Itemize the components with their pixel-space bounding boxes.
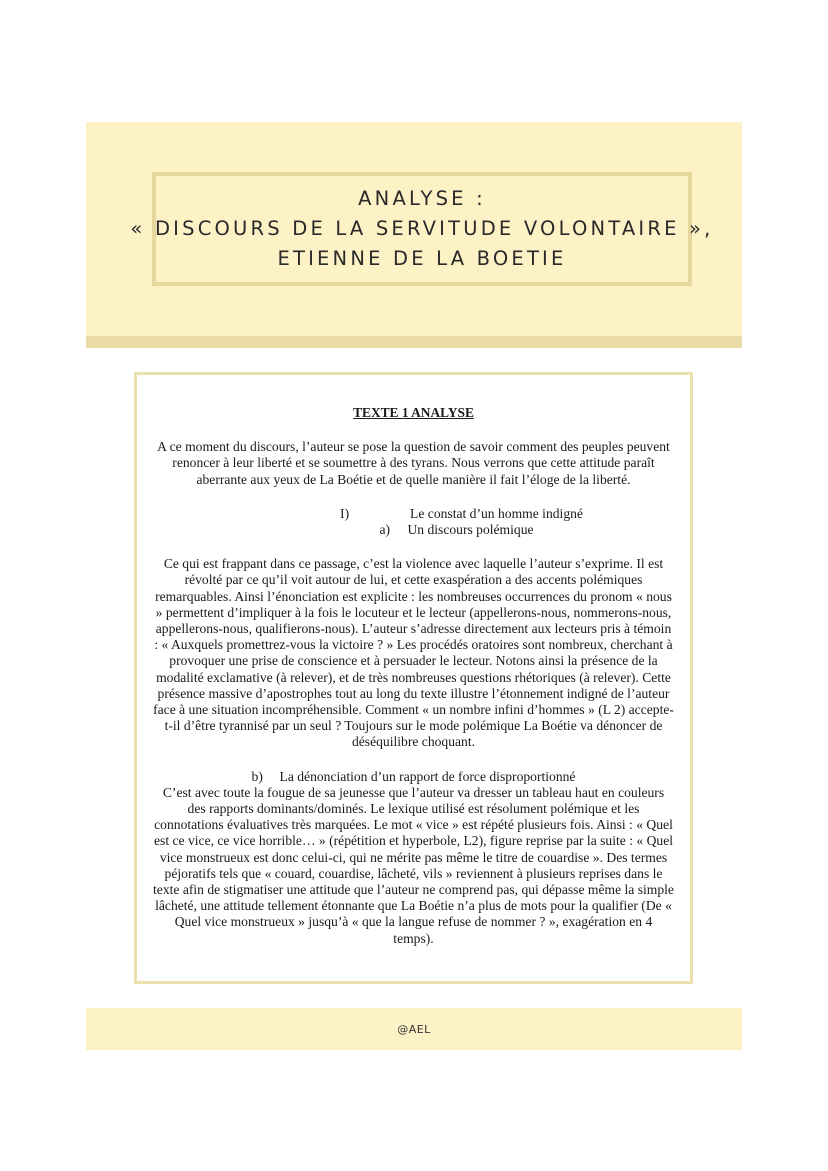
section-1-heading [153, 506, 674, 522]
footer-band [86, 1008, 742, 1050]
subsection-b-heading [153, 769, 674, 785]
intro-paragraph: A ce moment du discours, l’auteur se pose la question de savoir comment des peuples peuvent renoncer à leur liberté et se soumettre à des tyrans. Nous verrons que cette attitude paraît aberrante aux yeux de La Boétie et de quelle manière il fait l’éloge de la liberté. [157, 439, 670, 487]
subsection-a-title: Un discours polémique [407, 522, 534, 538]
paragraph-b: C’est avec toute la fougue de sa jeunesse que l’auteur va dresser un tableau haut en couleurs des rapports dominants/dominés. Le lexique utilisé est résolument polémique et les connotations évaluatives très marquées. Le mot « vice » est répété plusieurs fois. Ainsi : « Quel est ce vice, ce vice horrible… » (répétition et hyperbole, L2), figure reprise par la suite : « Quel vice monstrueux est donc celui-ci, qui ne mérite pas même le titre de couardise ». Des termes péjoratifs tels que « couard, couardise, lâcheté, vils » reviennent à plusieurs reprises dans le texte afin de stigmatiser une attitude que l’auteur ne comprend pas, qui dépasse même la simple lâcheté, une attitude tellement étonnante que La Boétie n’a plus de mots pour la qualifier (De « Quel vice monstrueux » jusqu’à « que la langue refuse de nommer ? », exagération en 4 temps). [153, 784, 674, 946]
section-1-title: Le constat d’un homme indigné [410, 505, 583, 521]
content-box [134, 372, 693, 984]
title-line-2: « DISCOURS DE LA SERVITUDE VOLONTAIRE », [130, 217, 714, 240]
subsection-a-heading [239, 522, 674, 538]
footer-credit: @AEL [397, 1022, 431, 1036]
subsection-a-letter: a) [379, 522, 390, 538]
section-1-number: I) [340, 505, 350, 521]
spacer [153, 488, 674, 506]
title-box [130, 172, 714, 286]
header-divider [86, 336, 742, 348]
title-line-1: ANALYSE : [358, 187, 486, 210]
paragraph-a: Ce qui est frappant dans ce passage, c’est la violence avec laquelle l’auteur s’exprime. Il est révolté par ce qu’il voit autour de lui, et cette exaspération a des accents polémiques remarquables. Ainsi l’énonciation est explicite : les nombreuses occurrences du pronom « nous » permettent d’impliquer à la fois le locuteur et le lecteur (appellerons-nous, nommerons-nous, appellerons-nous, qualifierons-nous). L’auteur s’adresse directement aux lecteurs pris à témoin : « Auxquels promettrez-vous la victoire ? » Les procédés oratoires sont nombreux, cherchant à provoquer une prise de conscience et à persuader le lecteur. Notons ainsi la présence de la modalité exclamative (à relever), et de très nombreuses questions rhétoriques (à relever). Cette présence massive d’apostrophes tout au long du texte illustre l’étonnement indigné de l’auteur face à une situation incompréhensible. Comment « un nombre infini d’hommes » (L 2) accepte-t-il d’être tyrannisé par un seul ? Toujours sur le mode polémique La Boétie va dénoncer de déséquilibre choquant. [153, 556, 674, 750]
subsection-b-letter: b) [251, 768, 263, 784]
title-line-3: ETIENNE DE LA BOETIE [277, 247, 567, 270]
spacer [153, 538, 674, 556]
content-body [153, 405, 674, 947]
spacer [153, 751, 674, 769]
document-heading: TEXTE 1 ANALYSE [353, 405, 474, 420]
subsection-b-title: La dénonciation d’un rapport de force disproportionné [279, 768, 576, 784]
